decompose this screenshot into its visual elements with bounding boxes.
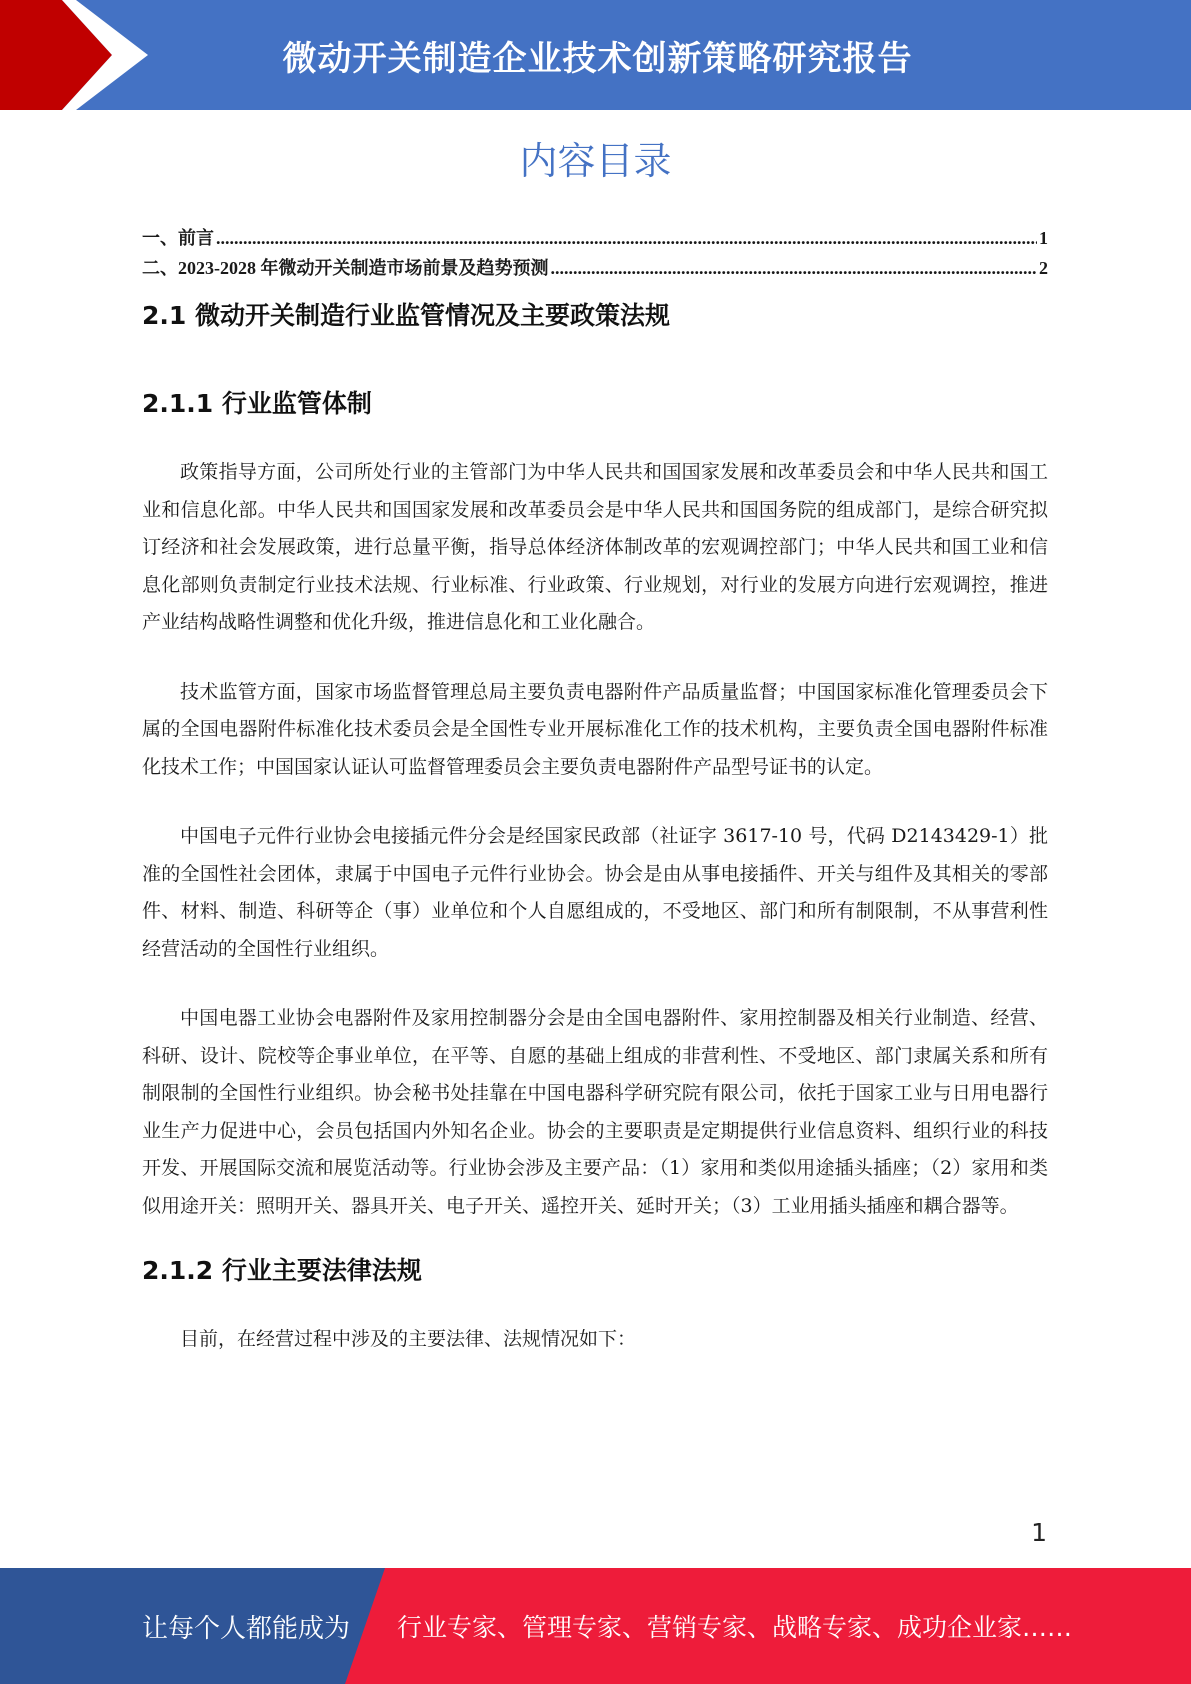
toc-entry-page: 2 <box>1039 258 1048 278</box>
page-number: 1 <box>1031 1518 1047 1547</box>
document-title: 微动开关制造企业技术创新策略研究报告 <box>282 38 913 79</box>
section-heading-2-1-1: 2.1.1 行业监管体制 <box>142 389 372 418</box>
toc-leader-dots <box>216 228 1037 249</box>
table-of-contents <box>142 224 1048 284</box>
footer-slogan-left: 让每个人都能成为 <box>142 1613 351 1644</box>
section-heading-2-1: 2.1 微动开关制造行业监管情况及主要政策法规 <box>142 301 670 330</box>
toc-entry-text: 一、前言 <box>142 228 214 248</box>
toc-entry-text: 二、2023-2028 年微动开关制造市场前景及趋势预测 <box>142 258 549 278</box>
document-body <box>142 296 1048 1359</box>
section-heading-2-1-2: 2.1.2 行业主要法律法规 <box>142 1256 422 1285</box>
toc-entry[interactable] <box>142 254 1048 284</box>
toc-entry[interactable] <box>142 224 1048 254</box>
footer-band <box>0 1568 1191 1684</box>
header-band <box>0 0 1191 110</box>
paragraph-technical-supervision: 技术监管方面，国家市场监督管理总局主要负责电器附件产品质量监督；中国国家标准化管理委员会下属的全国电器附件标准化技术委员会是全国性专业开展标准化工作的技术机构，主要负责全国电器附件标准化技术工作；中国国家认证认可监督管理委员会主要负责电器附件产品型号证书的认定。 <box>142 680 1048 778</box>
header-arrow-decoration <box>0 0 160 110</box>
paragraph-connector-association: 中国电子元件行业协会电接插元件分会是经国家民政部（社证字 3617-10 号，代码 D2143429-1）批准的全国性社会团体，隶属于中国电子元件行业协会。协会是由从事电接插件、开关与组件及其相关的零部件、材料、制造、科研等企（事）业单位和个人自愿组成的，不受地区、部门和所有制限制，不从事营利性经营活动的全国性行业组织。 <box>142 825 1048 960</box>
toc-heading: 内容目录 <box>519 139 672 183</box>
toc-entry-page: 1 <box>1039 228 1048 248</box>
toc-leader-dots <box>551 258 1038 279</box>
paragraph-policy-guidance: 政策指导方面，公司所处行业的主管部门为中华人民共和国国家发展和改革委员会和中华人民共和国工业和信息化部。中华人民共和国国家发展和改革委员会是中华人民共和国国务院的组成部门，是综合研究拟订经济和社会发展政策，进行总量平衡，指导总体经济体制改革的宏观调控部门；中华人民共和国工业和信息化部则负责制定行业技术法规、行业标准、行业政策、行业规划，对行业的发展方向进行宏观调控，推进产业结构战略性调整和优化升级，推进信息化和工业化融合。 <box>142 461 1048 633</box>
paragraph-electrical-association: 中国电器工业协会电器附件及家用控制器分会是由全国电器附件、家用控制器及相关行业制造、经营、科研、设计、院校等企事业单位，在平等、自愿的基础上组成的非营利性、不受地区、部门隶属关系和所有制限制的全国性行业组织。协会秘书处挂靠在中国电器科学研究院有限公司，依托于国家工业与日用电器行业生产力促进中心，会员包括国内外知名企业。协会的主要职责是定期提供行业信息资料、组织行业的科技开发、开展国际交流和展览活动等。行业协会涉及主要产品：（1）家用和类似用途插头插座；（2）家用和类似用途开关：照明开关、器具开关、电子开关、遥控开关、延时开关；（3）工业用插头插座和耦合器等。 <box>142 1007 1048 1217</box>
paragraph-laws-intro: 目前，在经营过程中涉及的主要法律、法规情况如下： <box>180 1328 637 1350</box>
footer-slogan-right: 行业专家、管理专家、营销专家、战略专家、成功企业家…… <box>397 1613 1073 1642</box>
